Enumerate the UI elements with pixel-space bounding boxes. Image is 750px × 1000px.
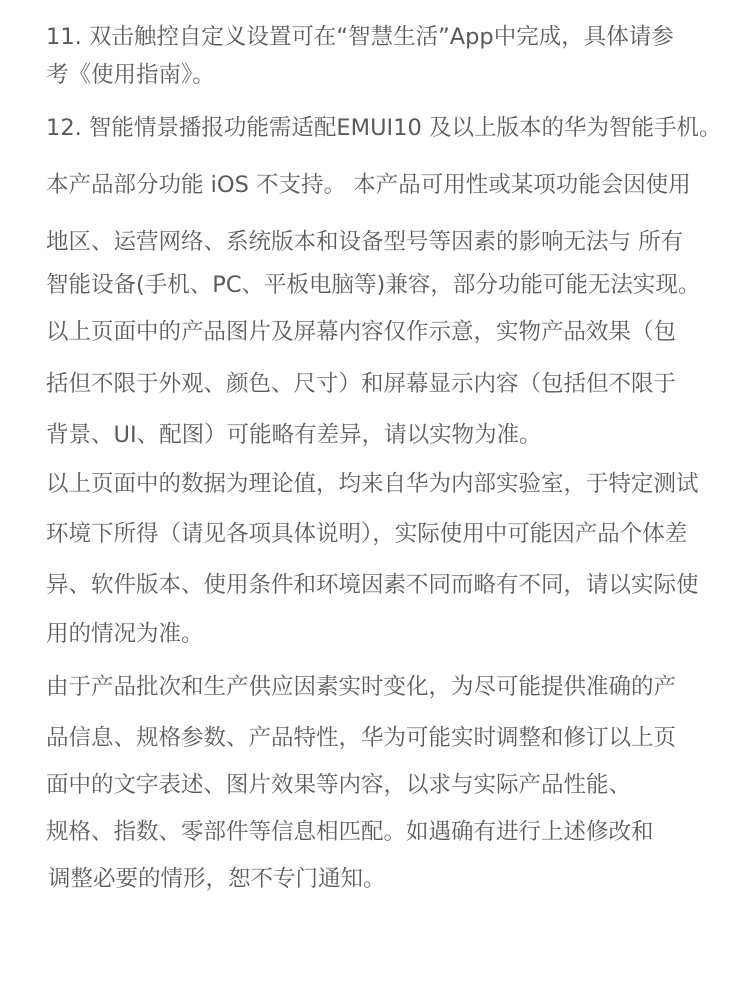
note-line: 以上页面中的数据为理论值，均来自华为内部实验室，于特定测试: [46, 471, 699, 497]
note-line: 以上页面中的产品图片及屏幕内容仅作示意，实物产品效果（包: [46, 319, 677, 345]
note-line: 11. 双击触控自定义设置可在“智慧生活”App中完成，具体请参: [46, 24, 674, 50]
note-line: 环境下所得（请见各项具体说明），实际使用中可能因产品个体差: [46, 521, 688, 547]
note-line: 背景、UI、配图）可能略有差异，请以实物为准。: [46, 422, 542, 448]
note-line: 调整必要的情形，恕不专门通知。: [48, 866, 386, 892]
note-line: 异、软件版本、使用条件和环境因素不同而略有不同，请以实际使: [46, 572, 699, 598]
note-line: 智能设备(手机、PC、平板电脑等)兼容，部分功能可能无法实现。: [46, 272, 701, 298]
note-line: 12. 智能情景播报功能需适配EMUI10 及以上版本的华为智能手机。: [46, 115, 722, 141]
note-line: 由于产品批次和生产供应因素实时变化，为尽可能提供准确的产: [46, 674, 677, 700]
note-line: 本产品部分功能 iOS 不支持。 本产品可用性或某项功能会因使用: [46, 172, 691, 198]
note-line: 地区、运营网络、系统版本和设备型号等因素的影响无法与 所有: [46, 229, 684, 255]
note-line: 品信息、规格参数、产品特性，华为可能实时调整和修订以上页: [46, 725, 677, 751]
note-line: 规格、指数、零部件等信息相匹配。如遇确有进行上述修改和: [46, 819, 654, 845]
note-line: 用的情况为准。: [46, 621, 204, 647]
note-line: 面中的文字表述、图片效果等内容，以求与实际产品性能、: [46, 772, 632, 798]
note-line: 考《使用指南》。: [46, 62, 215, 88]
note-line: 括但不限于外观、颜色、尺寸）和屏幕显示内容（包括但不限于: [46, 371, 677, 397]
